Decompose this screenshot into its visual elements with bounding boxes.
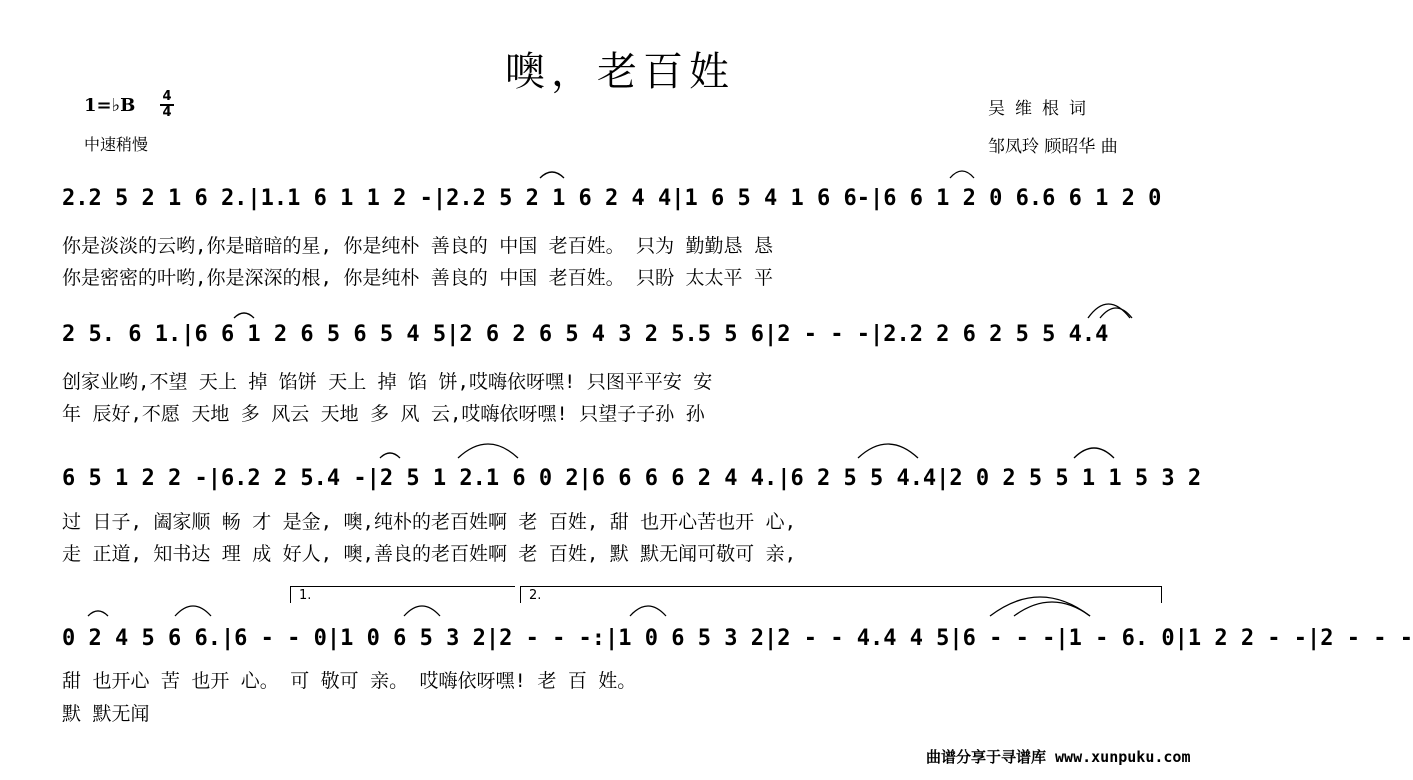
tempo-marking: 中速稍慢 bbox=[84, 135, 149, 154]
slur bbox=[630, 606, 666, 616]
site-watermark: 曲谱分享于寻谱库 www.xunpuku.com bbox=[926, 748, 1191, 766]
slur bbox=[858, 444, 918, 458]
slur bbox=[175, 606, 211, 616]
lyric-row-1-verse-2: 你是密密的叶哟,你是深深的根, 你是纯朴 善良的 中国 老百姓。 只盼 太太平 平 bbox=[62, 267, 773, 289]
slur bbox=[950, 171, 974, 178]
notation-row-3: 6 5 1 2 2 -|6.2 2 5.4 -|2 5 1 2.1 6 0 2|6 6 6 6 2 4 4.|6 2 5 5 4.4|2 0 2 5 5 1 1 5 3 2 bbox=[62, 466, 1202, 491]
lyric-row-4-verse-2: 默 默无闻 bbox=[62, 703, 150, 725]
notation-row-1: 2.2 5 2 1 6 2.|1.1 6 1 1 2 -|2.2 5 2 1 6 2 4 4|1 6 5 4 1 6 6-|6 6 1 2 0 6.6 6 1 2 0 bbox=[62, 186, 1162, 211]
lyric-row-1-verse-1: 你是淡淡的云哟,你是暗暗的星, 你是纯朴 善良的 中国 老百姓。 只为 勤勤恳 恳 bbox=[62, 235, 773, 257]
slur bbox=[1100, 308, 1132, 318]
notation-row-2: 2 5. 6 1.|6 6 1 2 6 5 6 5 4 5|2 6 2 6 5 4 3 2 5.5 5 6|2 - - -|2.2 2 6 2 5 5 4.4 bbox=[62, 322, 1109, 347]
slur bbox=[458, 444, 518, 458]
notation-row-4: 0 2 4 5 6 6.|6 - - 0|1 0 6 5 3 2|2 - - -:|1 0 6 5 3 2|2 - - 4.4 4 5|6 - - -|1 - 6. 0|1 2 2 - -|2 - - - bbox=[62, 626, 1413, 651]
slur bbox=[404, 606, 440, 616]
volta-label-1: 1. bbox=[299, 588, 312, 603]
slur bbox=[540, 172, 564, 178]
key-signature: 1=♭B bbox=[84, 95, 136, 116]
slur bbox=[1074, 448, 1114, 458]
composer-credit: 邹凤玲 顾昭华 曲 bbox=[988, 137, 1118, 157]
lyricist-credit: 吴维根词 bbox=[988, 99, 1096, 119]
lyric-row-2-verse-2: 年 辰好,不愿 天地 多 风云 天地 多 风 云,哎嗨依呀嘿! 只望子子孙 孙 bbox=[62, 403, 705, 425]
slur bbox=[380, 453, 400, 458]
time-signature-top: 4 bbox=[162, 89, 172, 104]
page-title: 噢，老百姓 bbox=[505, 49, 735, 95]
slur bbox=[1014, 602, 1090, 616]
lyric-row-4-verse-1: 甜 也开心 苦 也开 心。 可 敬可 亲。 哎嗨依呀嘿! 老 百 姓。 bbox=[62, 670, 637, 692]
lyric-row-2-verse-1: 创家业哟,不望 天上 掉 馅饼 天上 掉 馅 饼,哎嗨依呀嘿! 只图平平安 安 bbox=[62, 371, 713, 393]
slur bbox=[88, 611, 108, 616]
volta-label-2: 2. bbox=[529, 588, 542, 603]
time-signature-bottom: 4 bbox=[162, 105, 172, 120]
lyric-row-3-verse-2: 走 正道, 知书达 理 成 好人, 噢,善良的老百姓啊 老 百姓, 默 默无闻可敬可 亲, bbox=[62, 543, 797, 565]
slur bbox=[234, 313, 254, 318]
lyric-row-3-verse-1: 过 日子, 阖家顺 畅 才 是金, 噢,纯朴的老百姓啊 老 百姓, 甜 也开心苦也开 心, bbox=[62, 511, 797, 533]
